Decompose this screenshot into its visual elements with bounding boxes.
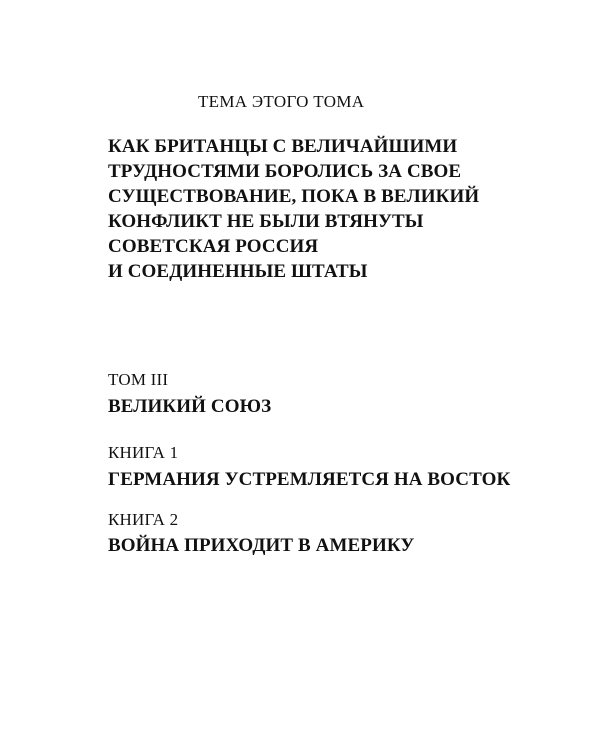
book-1-label: КНИГА 1 (108, 443, 179, 462)
book-2-label: КНИГА 2 (108, 510, 179, 529)
theme-line: КОНФЛИКТ НЕ БЫЛИ ВТЯНУТЫ (108, 211, 424, 232)
theme-line: КАК БРИТАНЦЫ С ВЕЛИЧАЙШИМИ (108, 136, 458, 157)
theme-line: И СОЕДИНЕННЫЕ ШТАТЫ (108, 261, 368, 282)
volume-label: ТОМ III (108, 370, 169, 389)
book-1-title: ГЕРМАНИЯ УСТРЕМЛЯЕТСЯ НА ВОСТОК (108, 469, 511, 490)
theme-line: ТРУДНОСТЯМИ БОРОЛИСЬ ЗА СВОЕ (108, 161, 462, 182)
volume-title: ВЕЛИКИЙ СОЮЗ (108, 396, 272, 417)
theme-heading: ТЕМА ЭТОГО ТОМА (198, 92, 365, 111)
theme-line: СУЩЕСТВОВАНИЕ, ПОКА В ВЕЛИКИЙ (108, 186, 480, 207)
theme-line: СОВЕТСКАЯ РОССИЯ (108, 236, 319, 257)
theme-statement (108, 134, 479, 284)
book-2-title: ВОЙНА ПРИХОДИТ В АМЕРИКУ (108, 535, 415, 556)
